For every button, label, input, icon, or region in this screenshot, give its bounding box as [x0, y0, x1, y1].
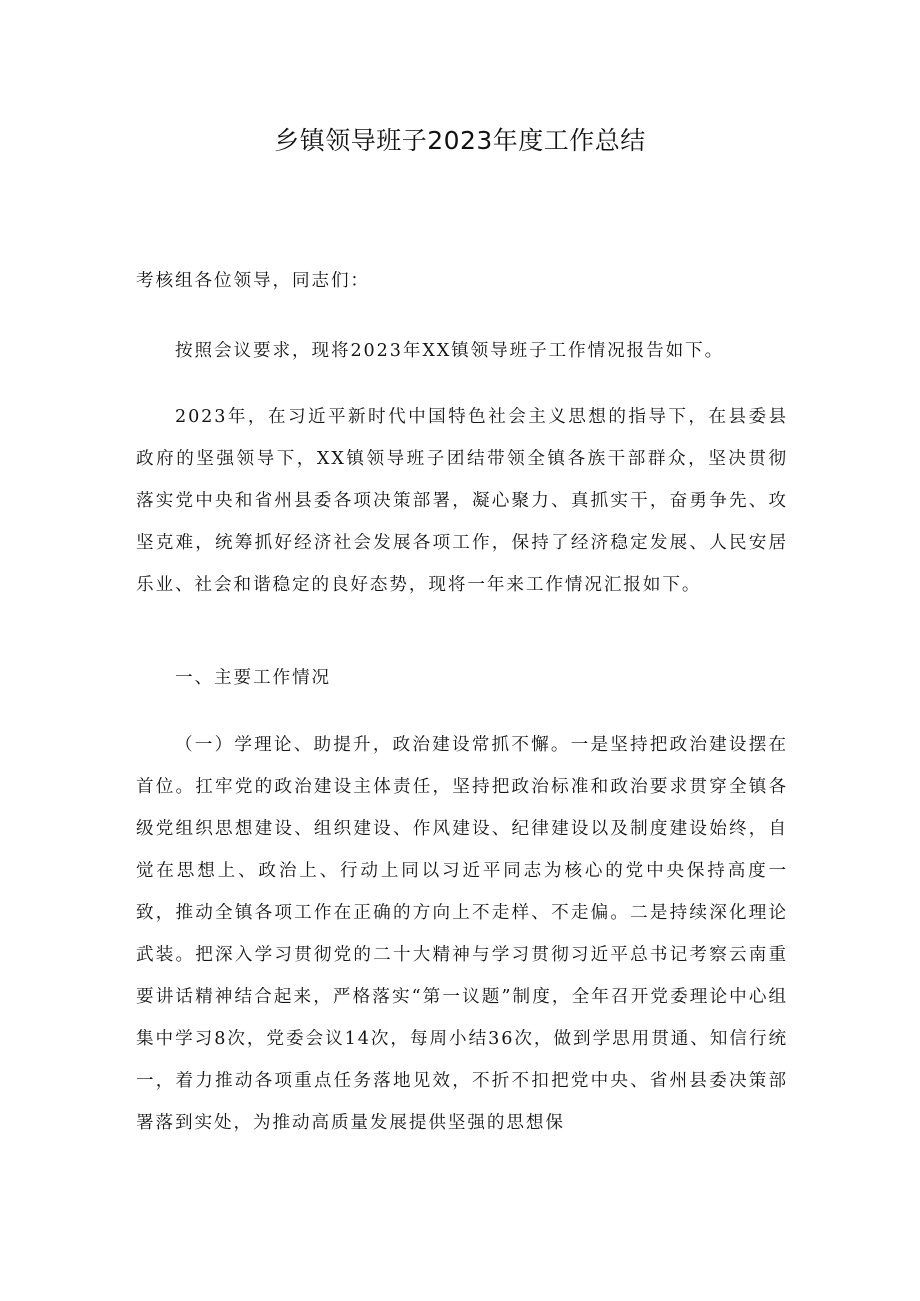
- salutation: 考核组各位领导，同志们：: [136, 271, 370, 291]
- section-1-paragraph: （一）学理论、助提升，政治建设常抓不懈。一是坚持把政治建设摆在首位。扛牢党的政治建设主体责任，坚持把政治标准和政治要求贯穿全镇各级党组织思想建设、组织建设、作风建设、纪律建设以及制度建设始终，自觉在思想上、政治上、行动上同以习近平同志为核心的党中央保持高度一致，推动全镇各项工作在正确的方向上不走样、不走偏。二是持续深化理论武装。把深入学习贯彻党的二十大精神与学习贯彻习近平总书记考察云南重要讲话精神结合起来，严格落实“第一议题”制度，全年召开党委理论中心组集中学习8次，党委会议14次，每周小结36次，做到学思用贯通、知信行统一，着力推动各项重点任务落地见效，不折不扣把党中央、省州县委决策部署落到实处，为推动高质量发展提供坚强的思想保: [136, 735, 788, 1133]
- overview-paragraph: 2023年，在习近平新时代中国特色社会主义思想的指导下，在县委县政府的坚强领导下，XX镇领导班子团结带领全镇各族干部群众，坚决贯彻落实党中央和省州县委各项决策部署，凝心聚力、真抓实干，奋勇争先、攻坚克难，统筹抓好经济社会发展各项工作，保持了经济稳定发展、人民安居乐业、社会和谐稳定的良好态势，现将一年来工作情况汇报如下。: [136, 407, 788, 595]
- section-heading: 一、主要工作情况: [175, 668, 331, 688]
- intro-paragraph: 按照会议要求，现将2023年XX镇领导班子工作情况报告如下。: [175, 341, 725, 361]
- document-title: 乡镇领导班子2023年度工作总结: [274, 126, 646, 155]
